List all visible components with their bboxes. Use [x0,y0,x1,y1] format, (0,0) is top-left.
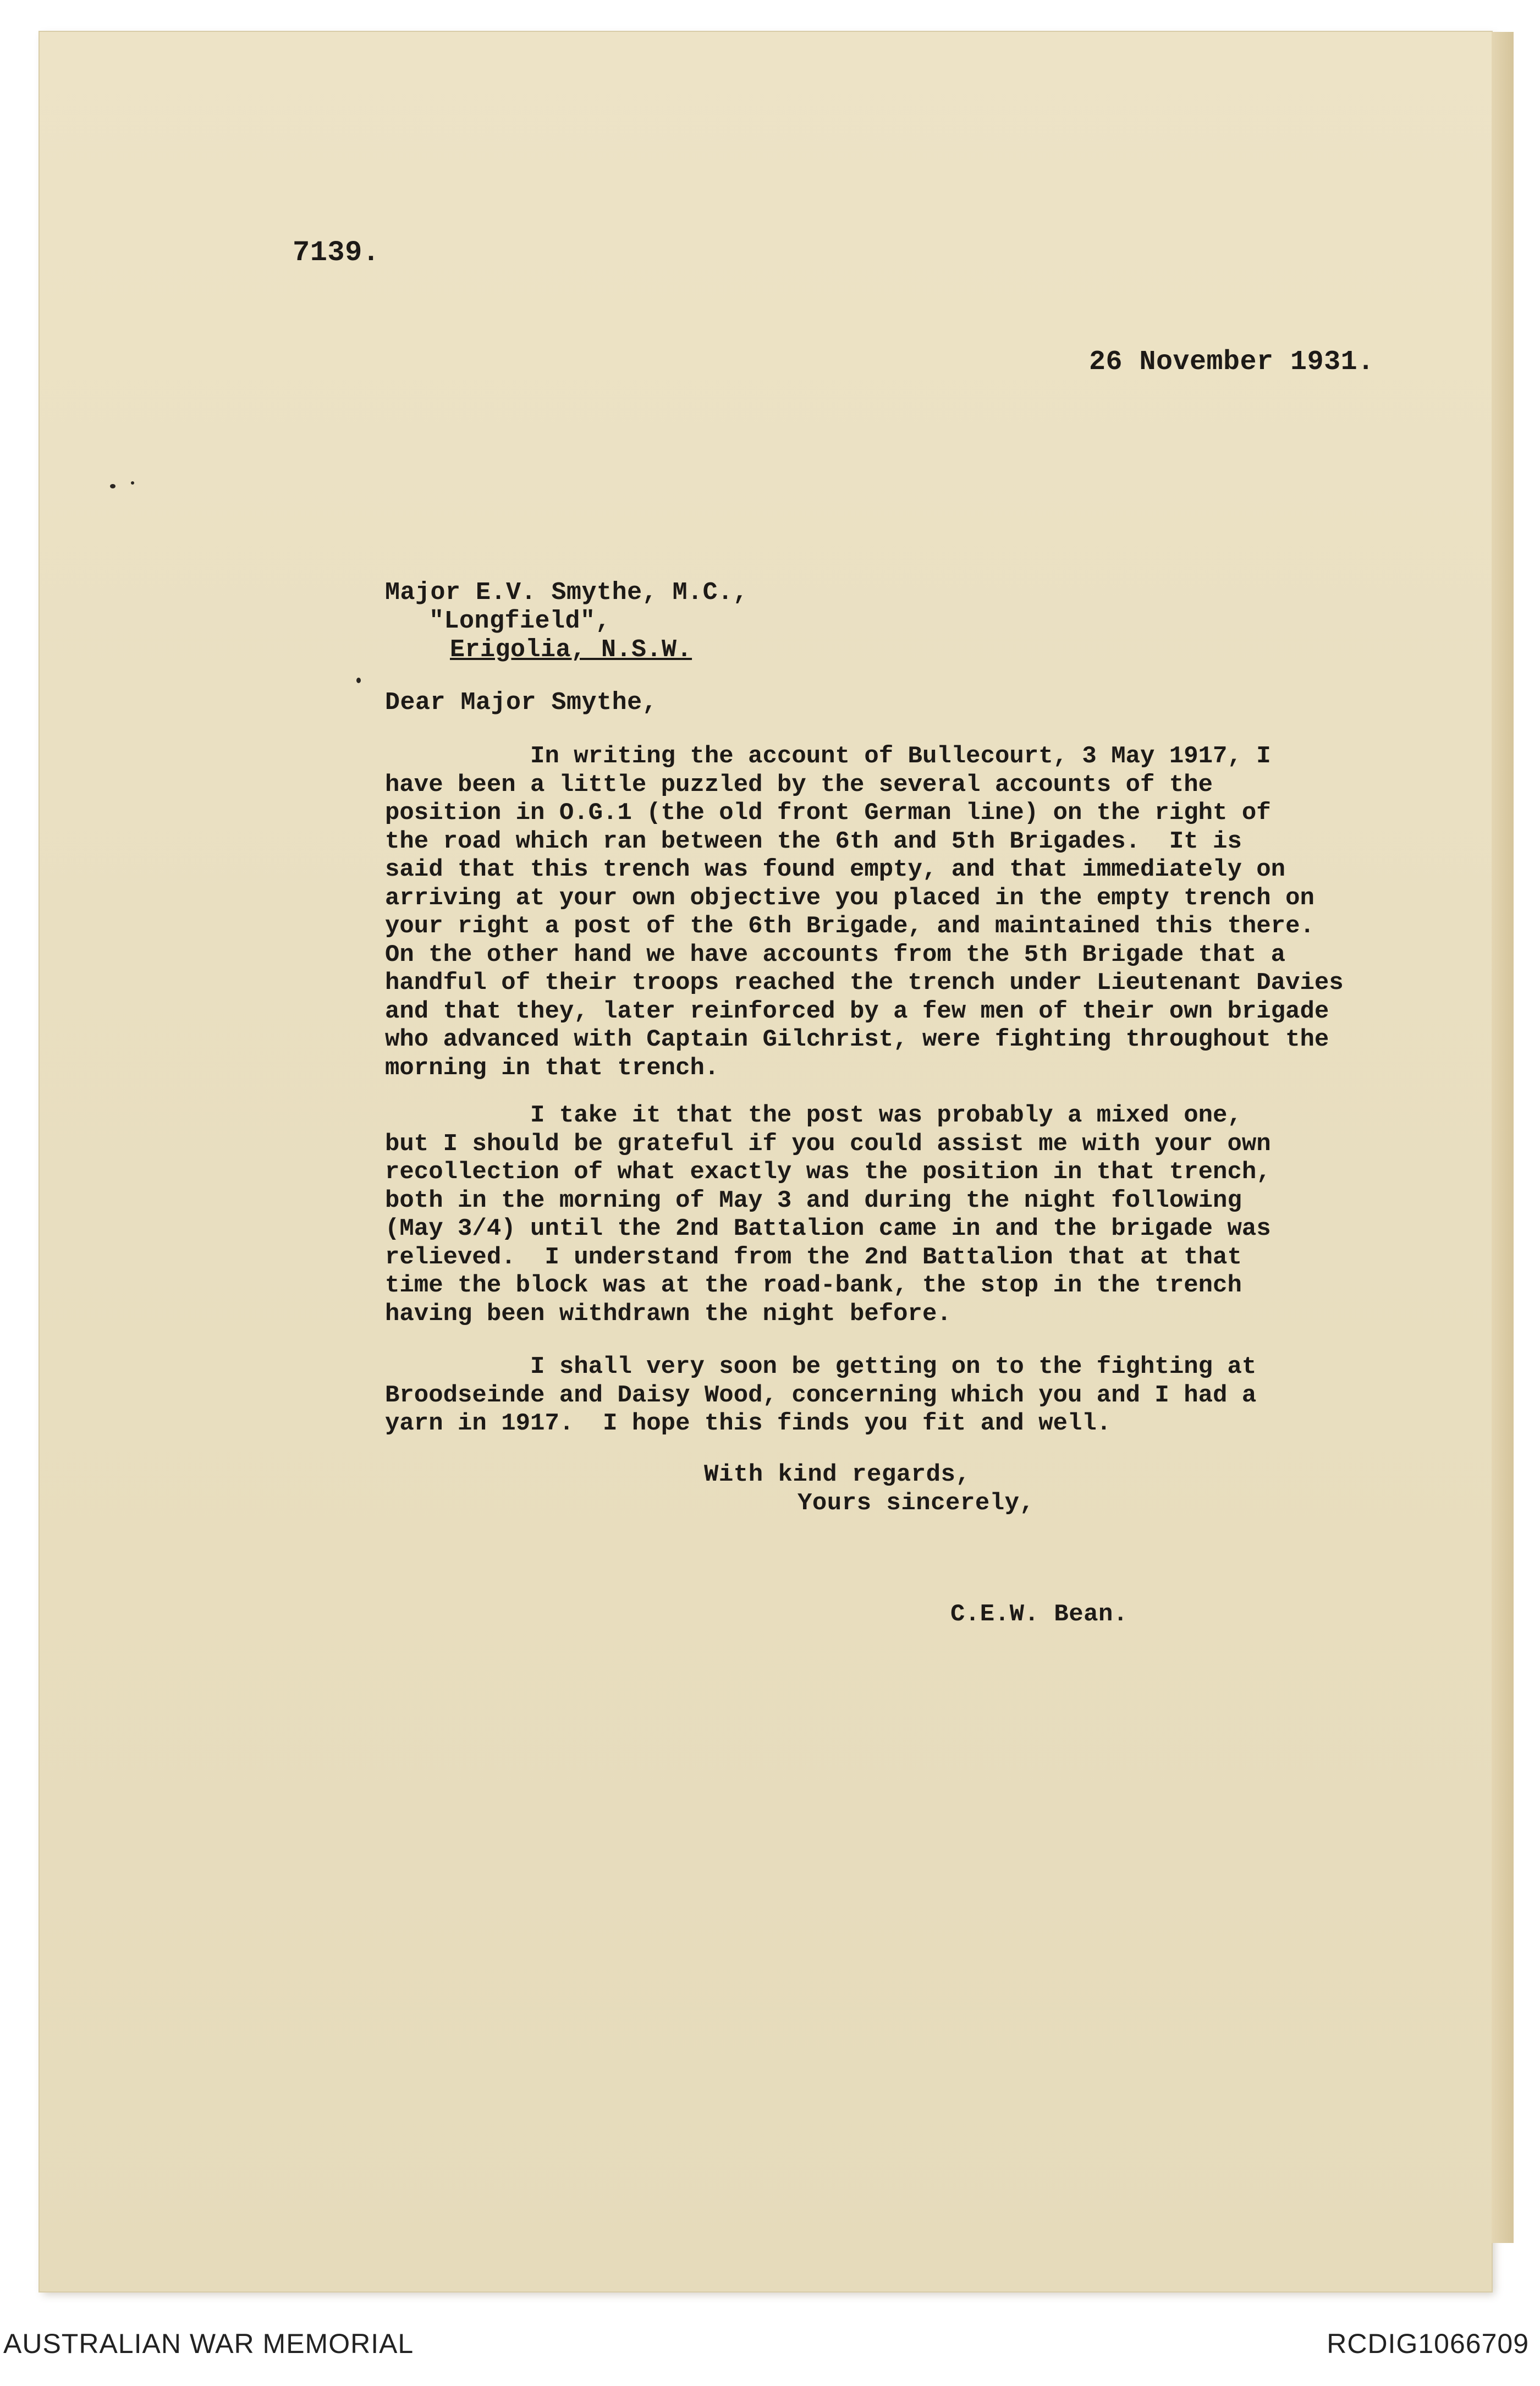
paragraph-1: In writing the account of Bullecourt, 3 May 1917, I have been a little puzzled by the several accounts of the position in O.G.1 (the old front German line) on the right of the road which ran between the 6th and 5th Brigades. It is said that this trench was found empty, and that immediately on arriving at your own objective you placed in the empty trench on your right a post of the 6th Brigade, and maintained this there. On the other hand we have accounts from the 5th Brigade that a handful of their troops reached the trench under Lieutenant Davies and that they, later reinforced by a few men of their own brigade who advanced with Captain Gilchrist, were fighting throughout the morning in that trench. [385,743,1344,1082]
address-line-2: "Longfield", [429,607,611,635]
address-line-1: Major E.V. Smythe, M.C., [385,579,749,607]
ink-speck [131,481,134,485]
paragraph-3: I shall very soon be getting on to the fighting at Broodseinde and Daisy Wood, concerning which you and I had a yarn in 1917. I hope this finds you fit and well. [385,1353,1257,1437]
ink-speck [356,678,361,683]
reference-number: 7139. [293,237,380,269]
archive-id: RCDIG1066709 [1327,2328,1529,2359]
address-line-3: Erigolia, N.S.W. [450,636,692,664]
closing-line-1: With kind regards, [704,1461,971,1488]
letter-date: 26 November 1931. [1089,347,1374,378]
archive-caption: AUSTRALIAN WAR MEMORIAL [3,2328,414,2359]
closing-line-2: Yours sincerely, [798,1489,1035,1517]
paragraph-2: I take it that the post was probably a mixed one, but I should be grateful if you could assist me with your own recollection of what exactly was the position in that trench, both in the morning of May 3 and during the night following (May 3/4) until the 2nd Battalion came in and the brigade was relieved. I understand from the 2nd Battalion that at that time the block was at the road-bank, the stop in the trench having been withdrawn the night before. [385,1102,1271,1328]
salutation: Dear Major Smythe, [385,689,658,717]
paper-edge [1492,32,1514,2243]
ink-speck [110,484,116,488]
signature: C.E.W. Bean. [950,1601,1128,1628]
